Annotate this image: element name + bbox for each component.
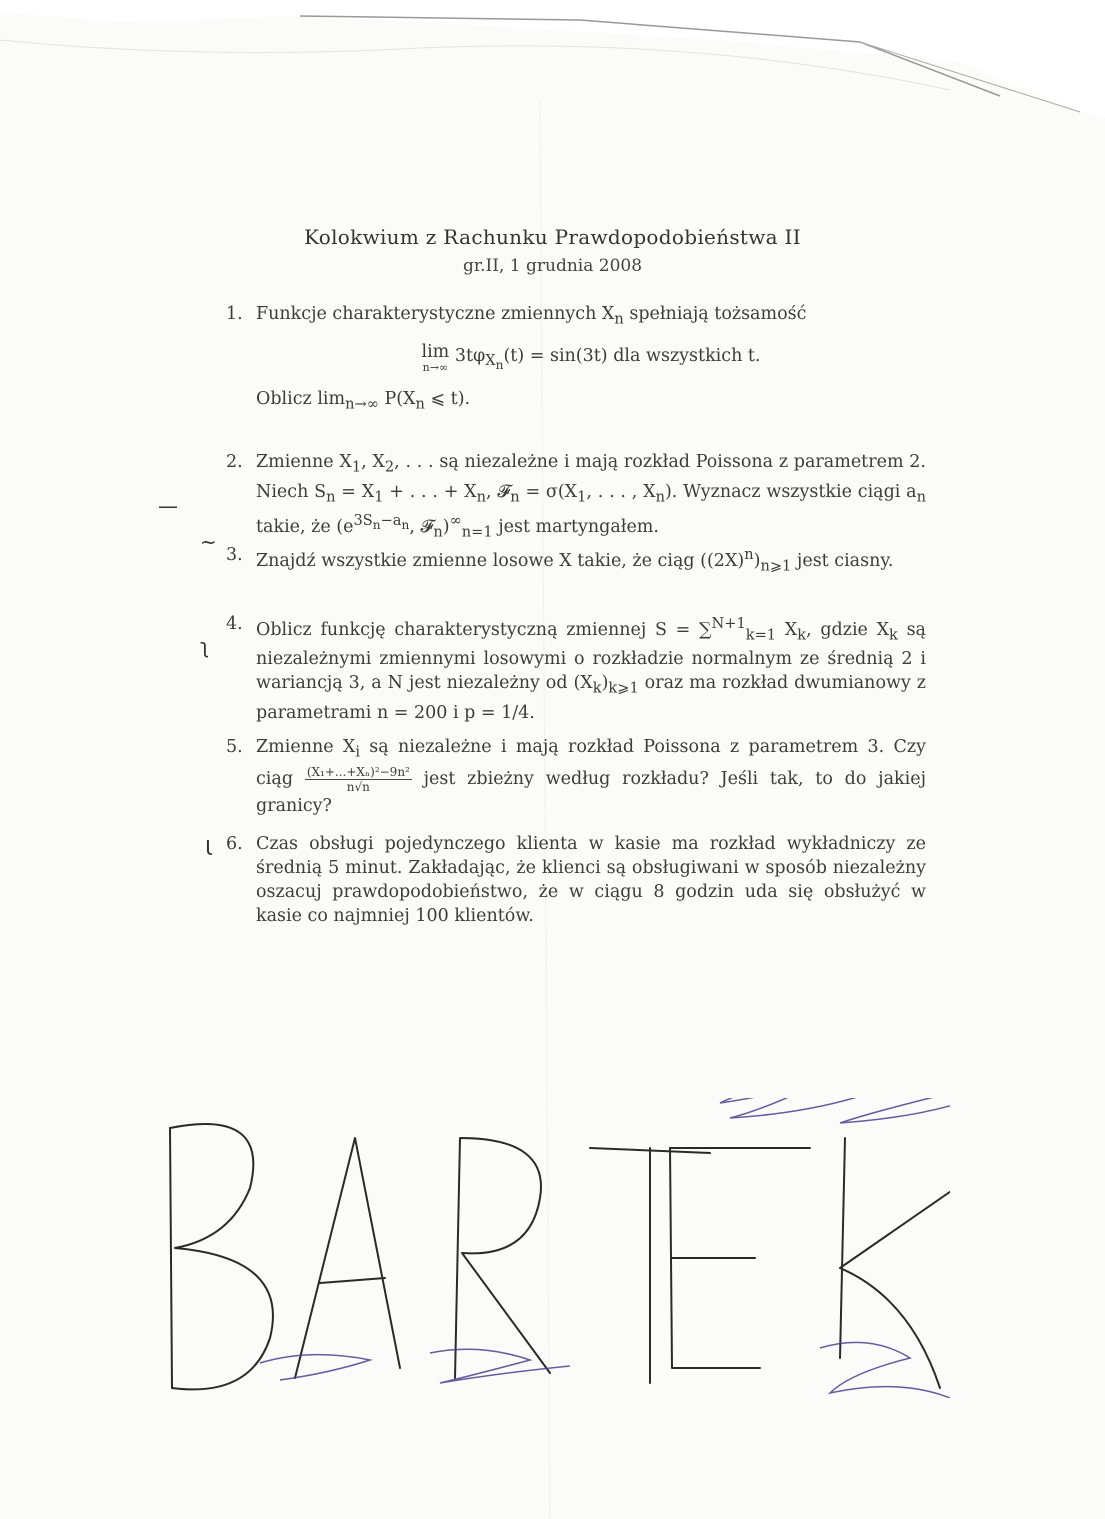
problem-3-text (256, 543, 926, 578)
subscript: n=1 (461, 523, 493, 541)
problem-number: 5. (226, 737, 243, 757)
page-title: Kolokwium z Rachunku Prawdopodobieństwa II (304, 225, 801, 249)
problem-number: 1. (226, 304, 243, 324)
text: ). Wyznacz wszystkie ciągi a (664, 481, 917, 502)
limit-operator (421, 341, 450, 376)
problem-number: 2. (226, 452, 243, 472)
text: −a (380, 512, 402, 529)
text: , X (361, 452, 385, 472)
problem-body (256, 543, 926, 578)
subscript: n (614, 310, 624, 328)
problem-number: 4. (226, 614, 243, 634)
text: jest zbieżny według rozkładu? Jeśli tak, to do jakiej granicy? (256, 768, 926, 816)
text: + . . . + X (383, 481, 477, 502)
text: , . . . , X (586, 481, 656, 502)
problem-5 (226, 735, 926, 818)
text: Zmienne X (256, 737, 356, 757)
subscript: k⩾1 (608, 679, 639, 697)
text: jest martyngałem. (492, 516, 659, 537)
text: X (485, 352, 496, 369)
subscript: n (655, 488, 665, 505)
text: Funkcje charakterystyczne zmiennych X (256, 304, 615, 324)
problem-2-text (256, 450, 926, 544)
problem-1-line1 (256, 302, 926, 332)
text: ) (442, 516, 450, 537)
subscript: n (415, 395, 425, 413)
superscript (353, 512, 410, 532)
text: P(X (378, 388, 416, 409)
problem-6 (226, 832, 926, 928)
text: Oblicz lim (256, 388, 346, 409)
subscript: 1 (577, 488, 587, 505)
handwritten-name-bartek (150, 1098, 950, 1398)
problem-3 (226, 543, 926, 578)
superscript: n (744, 546, 754, 563)
text: (t) = sin(3t) dla wszystkich t. (503, 345, 761, 366)
text: spełniają tożsamość (623, 304, 807, 324)
text: oraz ma rozkład dwumianowy z parametrami n = 200 i p = 1/4. (256, 673, 926, 723)
problem-body (256, 302, 926, 416)
torn-edge (0, 0, 1105, 118)
subscript (485, 352, 504, 372)
problem-number: 3. (226, 545, 243, 565)
text: = σ(X (519, 481, 578, 502)
text: ) (601, 673, 609, 694)
text: jest ciasny. (791, 550, 894, 571)
margin-mark-problem-3: ~ (200, 530, 217, 554)
subscript: 1 (351, 458, 362, 476)
subscript: k (797, 626, 807, 644)
problem-2 (226, 450, 926, 544)
numerator: (X₁+...+Xₙ)²−9n² (306, 764, 410, 779)
subscript: n (495, 357, 504, 372)
text: Znajdź wszystkie zmienne losowe X takie, że ciąg ((2X) (256, 550, 745, 571)
text: są niezależne i mają rozkład Poissona z parametrem 3. Czy ciąg (256, 737, 926, 789)
text: 3tφ (449, 345, 486, 366)
fraction (305, 765, 412, 794)
text: Zmienne X (256, 452, 352, 472)
text: takie, że (e (256, 516, 354, 537)
text: ) (753, 550, 761, 571)
problem-6-text: Czas obsługi pojedynczego klienta w kasie ma rozkład wykładniczy ze średnią 5 minut. Zakładając, że klienci są obsługiwani w sposób niezależny oszacuj prawdopodobieństwo, że w ciągu 8 godzin uda się obsłużyć w kasie co najmniej 100 klientów. (256, 834, 926, 926)
problem-4 (226, 612, 926, 725)
subscript: n (510, 488, 520, 505)
problem-body (256, 612, 926, 725)
subscript: n (433, 523, 443, 541)
text: ⩽ t). (424, 388, 471, 409)
subscript: k (592, 679, 602, 697)
subscript: k=1 (745, 626, 777, 644)
lim-subscript: n→∞ (422, 360, 449, 374)
superscript: N+1 (711, 615, 746, 632)
subscript: n→∞ (345, 395, 379, 413)
problem-body (256, 450, 926, 544)
text: = X (335, 481, 375, 502)
problem-number: 6. (226, 834, 243, 854)
text: , 𝓕 (409, 516, 434, 537)
text: , gdzie X (806, 619, 890, 640)
subscript: n (372, 517, 381, 532)
lim-text: lim (421, 341, 450, 362)
subscript: n (916, 488, 926, 505)
problem-4-text (256, 612, 926, 725)
subscript: n⩾1 (760, 557, 792, 575)
text: Oblicz funkcję charakterystyczną zmiennej S = ∑ (256, 619, 712, 640)
page-subtitle: gr.II, 1 grudnia 2008 (462, 256, 643, 276)
subscript: n (326, 488, 336, 505)
subscript: i (355, 743, 361, 761)
subscript: k (889, 626, 898, 644)
subscript: n (401, 517, 410, 532)
superscript: ∞ (449, 512, 462, 529)
text: , 𝓕 (486, 481, 511, 502)
margin-mark-problem-4: ʅ (200, 634, 210, 658)
subscript: 1 (374, 488, 384, 505)
text: X (776, 619, 798, 640)
margin-mark-problem-6: Ɩ (205, 836, 213, 860)
problem-1 (226, 302, 926, 416)
problem-5-text (256, 735, 926, 818)
text: są niezależnymi zmiennymi losowymi o rozkładzie normalnym ze średnią 2 i wariancją 3, a N jest niezależny od (X (256, 619, 926, 694)
text: , . . . są niezależne i mają rozkład Poissona z parametrem 2. Niech S (256, 452, 926, 502)
problem-1-line2 (256, 387, 926, 417)
problem-body (256, 832, 926, 928)
problem-body (256, 735, 926, 818)
subscript: n (476, 488, 487, 505)
subscript: 2 (384, 458, 395, 476)
display-formula (256, 341, 926, 377)
denominator: n√n (346, 779, 370, 794)
margin-mark-problem-2: — (158, 494, 178, 518)
text: 3S (353, 512, 373, 529)
